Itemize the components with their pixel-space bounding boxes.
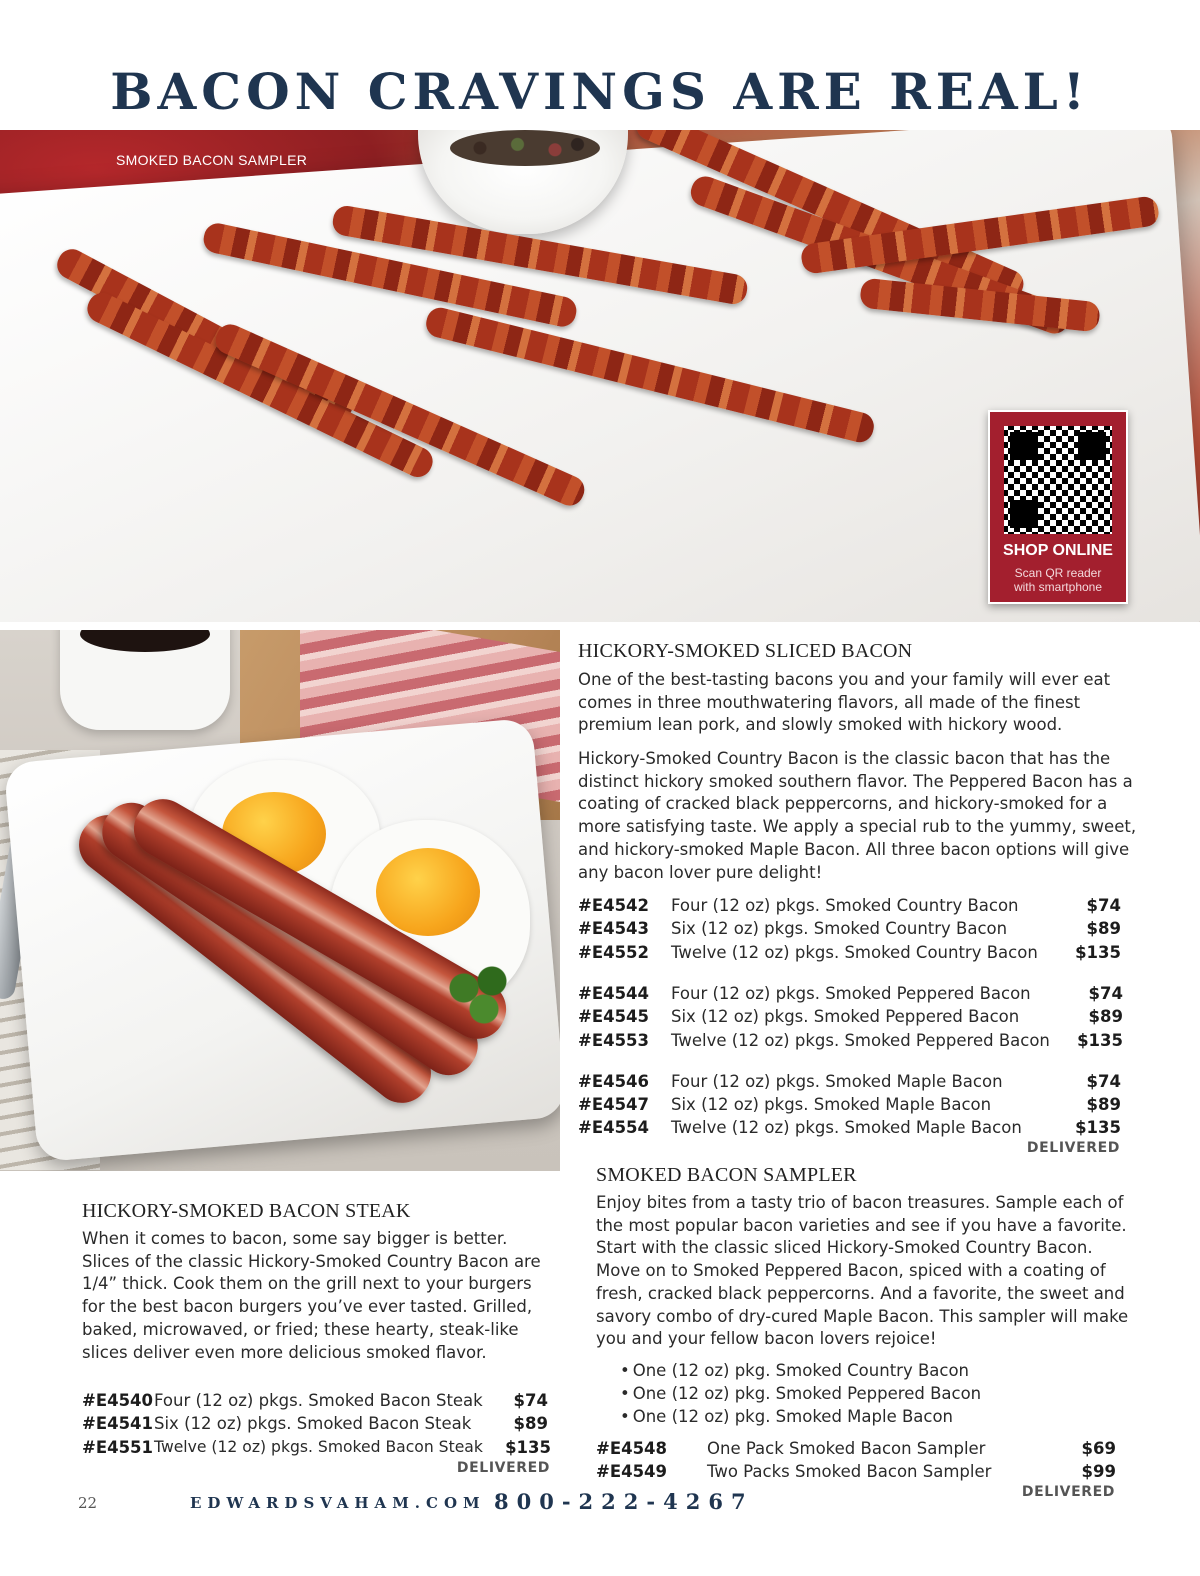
hero-caption: SMOKED BACON SAMPLER [116,152,308,168]
delivered-note: DELIVERED [1021,1484,1115,1500]
bacon-steak-description: When it comes to bacon, some say bigger is better. Slices of the classic Hickory-Smoked Country Bacon are 1/4” thick. Cook them on the grill next to your burgers for the best bacon burgers you’ve ever tasted. Grilled, baked, microwaved, or fried; these hearty, steak-like slices deliver even more delicious smoked flavor. [82,1229,541,1362]
item-price: $135 [1077,1031,1123,1050]
item-price: $74 [513,1391,548,1410]
egg-yolk [376,848,480,936]
item-price: $89 [1086,919,1121,938]
item-description: Twelve (12 oz) pkgs. Smoked Peppered Bacon [671,1031,1050,1050]
order-item [578,894,1121,917]
item-number: #E4543 [578,919,650,938]
sampler-content-item: • One (12 oz) pkg. Smoked Country Bacon [620,1359,981,1382]
qr-instructions-line: with smartphone [1013,580,1103,594]
order-item [82,1389,548,1412]
qr-code-icon[interactable] [1004,426,1112,534]
item-number: #E4549 [596,1462,668,1481]
item-number: #E4545 [578,1007,650,1026]
item-price: $99 [1081,1462,1116,1481]
shop-online-label: SHOP ONLINE [1003,542,1113,559]
order-item [578,1116,1121,1139]
order-item [82,1436,551,1459]
sliced-bacon-description: One of the best-tasting bacons you and your family will ever eat comes in three mouthwatering flavors, all made of the finest premium lean pork, and slowly smoked with hickory wood. [578,670,1111,735]
item-number: #E4551 [82,1438,154,1457]
item-description: Twelve (12 oz) pkgs. Smoked Bacon Steak [154,1438,483,1456]
phone-number[interactable]: 800-222-4267 [494,1489,754,1514]
bacon-steak-title: HICKORY-SMOKED BACON STEAK [82,1200,411,1222]
sampler-title: SMOKED BACON SAMPLER [596,1164,857,1186]
page-headline: BACON CRAVINGS ARE REAL! [110,62,1090,121]
order-item [578,941,1121,964]
peppercorns [450,130,600,166]
order-item [596,1437,1116,1460]
delivered-note: DELIVERED [1026,1140,1120,1156]
item-price: $69 [1081,1439,1116,1458]
coffee-mug [60,630,230,730]
sampler-content-item: • One (12 oz) pkg. Smoked Peppered Bacon [620,1382,981,1405]
item-description: Four (12 oz) pkgs. Smoked Peppered Bacon [671,984,1031,1003]
order-item [578,1093,1121,1116]
sampler-contents [620,1359,981,1428]
item-number: #E4546 [578,1072,650,1091]
sliced-bacon-title: HICKORY-SMOKED SLICED BACON [578,640,913,662]
item-number: #E4540 [82,1391,154,1410]
order-item [578,1070,1121,1093]
item-description: Four (12 oz) pkgs. Smoked Maple Bacon [671,1072,1003,1091]
sampler-content-item: • One (12 oz) pkg. Smoked Maple Bacon [620,1405,981,1428]
bacon-steak-photo [0,630,560,1171]
page-number: 22 [78,1494,98,1512]
order-item [82,1412,548,1435]
item-description: Six (12 oz) pkgs. Smoked Maple Bacon [671,1095,992,1114]
shop-online-qr[interactable] [988,410,1128,604]
item-price: $135 [1075,943,1121,962]
qr-instructions [990,566,1126,594]
item-price: $135 [505,1438,551,1457]
hero-bacon-photo [0,130,1200,622]
item-number: #E4553 [578,1031,650,1050]
sampler-description: Enjoy bites from a tasty trio of bacon treasures. Sample each of the most popular bacon varieties and see if you have a favorite. Start with the classic sliced Hickory-Smoked Country Bacon. Move on to Smoked Peppered Bacon, spiced with a coating of fresh, cracked black peppercorns. And a favorite, the sweet and savory combo of dry-cured Maple Bacon. This sampler will make you and your fellow bacon lovers rejoice! [596,1193,1129,1349]
order-item [596,1460,1116,1483]
order-item [578,917,1121,940]
item-number: #E4542 [578,896,650,915]
order-item [578,982,1123,1005]
delivered-note: DELIVERED [456,1460,550,1476]
order-item [578,1029,1123,1052]
item-number: #E4548 [596,1439,668,1458]
parsley-garnish [440,960,520,1030]
item-price: $74 [1086,1072,1121,1091]
item-description: Four (12 oz) pkgs. Smoked Country Bacon [671,896,1019,915]
item-number: #E4541 [82,1414,154,1433]
item-description: Six (12 oz) pkgs. Smoked Bacon Steak [154,1414,472,1433]
item-number: #E4544 [578,984,650,1003]
item-description: Six (12 oz) pkgs. Smoked Country Bacon [671,919,1008,938]
qr-instructions-line: Scan QR reader [1014,566,1102,580]
item-price: $74 [1088,984,1123,1003]
item-description: One Pack Smoked Bacon Sampler [707,1439,986,1458]
order-item [578,1005,1123,1028]
item-price: $89 [513,1414,548,1433]
item-number: #E4552 [578,943,650,962]
item-number: #E4547 [578,1095,650,1114]
item-description: Two Packs Smoked Bacon Sampler [707,1462,992,1481]
item-description: Twelve (12 oz) pkgs. Smoked Country Bacon [671,943,1038,962]
item-description: Six (12 oz) pkgs. Smoked Peppered Bacon [671,1007,1020,1026]
item-price: $89 [1086,1095,1121,1114]
item-number: #E4554 [578,1118,650,1137]
item-price: $89 [1088,1007,1123,1026]
item-price: $135 [1075,1118,1121,1137]
item-description: Four (12 oz) pkgs. Smoked Bacon Steak [154,1391,483,1410]
website-link[interactable]: EDWARDSVAHAM.COM [190,1494,486,1512]
sliced-bacon-details: Hickory-Smoked Country Bacon is the classic bacon that has the distinct hickory smoked southern flavor. The Peppered Bacon has a coating of cracked black peppercorns, and hickory-smoked for a more satisfying taste. We apply a special rub to the yummy, sweet, and hickory-smoked Maple Bacon. All three bacon options will give any bacon lover pure delight! [578,749,1137,882]
item-description: Twelve (12 oz) pkgs. Smoked Maple Bacon [671,1118,1022,1137]
item-price: $74 [1086,896,1121,915]
